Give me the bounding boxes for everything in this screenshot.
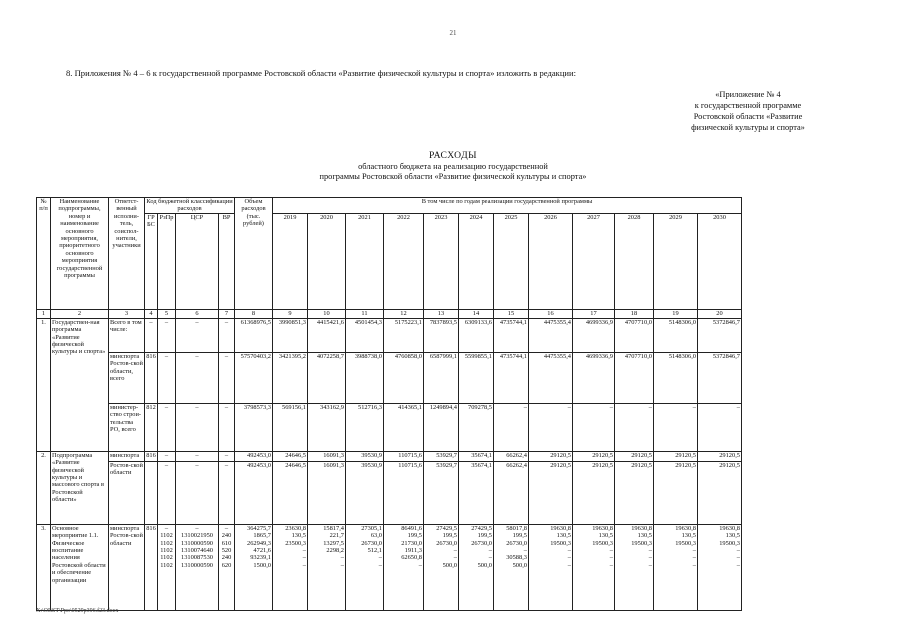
- row-year-value: 4735744,1: [494, 352, 529, 403]
- row-year-value-line: 26730,0: [361, 539, 382, 547]
- row-year-value: 4475355,4: [529, 318, 573, 352]
- row-year-value: [529, 524, 573, 610]
- row-year-value: –: [654, 403, 698, 451]
- row-year-value: [494, 524, 529, 610]
- row-vr-line: 620: [221, 561, 232, 569]
- file-path-footer: X:\ORST\Ppo\0529p396.f23.docx: [36, 608, 119, 614]
- row-name: Подпрограмма «Развитие физической культуры и массового спорта в Ростовской области»: [51, 451, 109, 524]
- column-index: 1: [37, 309, 51, 318]
- row-year-value: 3990851,3: [273, 318, 308, 352]
- row-year-value-line: –: [692, 554, 696, 562]
- title-line-3: программы Ростовской области «Развитие физической культуры и спорта»: [319, 172, 587, 181]
- row-csr-line: 1310021950: [181, 532, 213, 540]
- row-year-value-line: –: [567, 554, 571, 562]
- row-year-value: 66262,4: [494, 451, 529, 461]
- column-index: 9: [273, 309, 308, 318]
- row-csr-line: 1310000590: [181, 539, 213, 547]
- row-year-value-line: –: [609, 546, 613, 554]
- row-year-value-line: –: [453, 546, 457, 554]
- row-year-value: 4415421,6: [308, 318, 346, 352]
- header-by-years: В том числе по годам реализации государственной программы: [273, 198, 742, 214]
- header-volume: Объем расходов (тыс. рублей): [235, 198, 273, 310]
- row-year-value-line: –: [609, 554, 613, 562]
- row-year-value-line: 58017,8: [506, 524, 527, 532]
- row-year-value-line: 23630,8: [285, 524, 306, 532]
- row-year-value: 24646,5: [273, 461, 308, 524]
- header-name: Наименование подпрограммы, номер и наименование основного мероприятия, приоритетного основного мероприятия государственной программы: [51, 198, 109, 310]
- column-index: 13: [424, 309, 459, 318]
- row-year-value-line: –: [648, 561, 652, 569]
- row-total-line: 93239,1: [250, 554, 271, 562]
- row-csr: –: [176, 451, 219, 461]
- row-year-value-line: –: [488, 546, 492, 554]
- header-budget-code: Код бюджетной классификации расходов: [146, 198, 233, 213]
- row-year-value-line: 130,5: [637, 532, 652, 540]
- title-main: РАСХОДЫ: [428, 150, 477, 161]
- row-year-value-line: 15817,4: [323, 524, 344, 532]
- row-year-value: 35674,1: [459, 461, 494, 524]
- row-year-value-line: 199,5: [407, 532, 422, 540]
- row-csr: –: [176, 403, 219, 451]
- row-csr: [176, 524, 219, 610]
- row-year-value: 4760858,0: [384, 352, 424, 403]
- row-year-value: –: [615, 403, 654, 451]
- row-year-value-line: 199,5: [442, 532, 457, 540]
- row-year-value: 5148306,0: [654, 352, 698, 403]
- row-total: 492453,0: [235, 451, 273, 461]
- column-index: 3: [109, 309, 145, 318]
- row-year-value-line: 500,0: [442, 561, 457, 569]
- row-year-value: 53929,7: [424, 461, 459, 524]
- row-year-value: [346, 524, 384, 610]
- row-year-value: 29120,5: [573, 461, 615, 524]
- row-year-value-line: –: [736, 546, 740, 554]
- appendix-heading: [648, 89, 848, 133]
- row-rzpr-line: 1102: [160, 554, 173, 562]
- page-number: 21: [449, 29, 457, 37]
- row-year-value-line: 221,7: [329, 532, 344, 540]
- row-year-value: 512716,3: [346, 403, 384, 451]
- row-year-value: 569156,1: [273, 403, 308, 451]
- row-year-value-line: 19500,3: [592, 539, 613, 547]
- column-index: 5: [158, 309, 176, 318]
- row-year-value: 39530,9: [346, 461, 384, 524]
- column-index: 8: [235, 309, 273, 318]
- row-year-value-line: 27429,5: [436, 524, 457, 532]
- header-year: 2029: [654, 213, 698, 309]
- row-year-value: [615, 524, 654, 610]
- row-executor: министер-ство строи-тельства РО, всего: [109, 403, 145, 451]
- row-year-value: 16091,3: [308, 451, 346, 461]
- row-year-value: 4072258,7: [308, 352, 346, 403]
- row-rzpr: –: [158, 451, 176, 461]
- row-year-value: 5148306,0: [654, 318, 698, 352]
- row-executor: минспорта Ростов-ской области, всего: [109, 352, 145, 403]
- row-year-value: 29120,5: [529, 451, 573, 461]
- column-index: 6: [176, 309, 219, 318]
- row-executor: минспорта: [109, 451, 145, 461]
- row-year-value-line: –: [648, 554, 652, 562]
- row-rzpr: –: [158, 352, 176, 403]
- row-grbs: 816: [145, 524, 158, 610]
- row-year-value-line: –: [302, 546, 306, 554]
- row-year-value-line: 19500,3: [631, 539, 652, 547]
- appendix-line-3: Ростовской области «Развитие: [693, 112, 803, 121]
- row-grbs: 816: [145, 352, 158, 403]
- row-year-value-line: 130,5: [725, 532, 740, 540]
- row-vr: –: [219, 318, 235, 352]
- column-index: 12: [384, 309, 424, 318]
- row-vr: –: [219, 352, 235, 403]
- row-executor: Ростов-ской области: [109, 461, 145, 524]
- row-rzpr-line: 1102: [160, 546, 173, 554]
- row-year-value: 29120,5: [615, 461, 654, 524]
- header-vr: ВР: [219, 213, 235, 309]
- row-year-value: [654, 524, 698, 610]
- row-year-value: 5599855,1: [459, 352, 494, 403]
- row-total-line: 4721,6: [253, 546, 271, 554]
- row-csr-line: 1310000590: [181, 561, 213, 569]
- column-index: 20: [698, 309, 742, 318]
- row-year-value: 1249894,4: [424, 403, 459, 451]
- row-rzpr-line: –: [164, 524, 169, 532]
- row-year-value: 4735744,1: [494, 318, 529, 352]
- row-year-value: 29120,5: [698, 451, 742, 461]
- row-year-value: –: [698, 403, 742, 451]
- row-year-value-line: 23500,3: [285, 539, 306, 547]
- row-year-value: 29120,5: [615, 451, 654, 461]
- row-total: 57570403,2: [235, 352, 273, 403]
- row-year-value: 709278,5: [459, 403, 494, 451]
- row-year-value: [573, 524, 615, 610]
- row-year-value: 53929,7: [424, 451, 459, 461]
- row-year-value-line: –: [340, 561, 344, 569]
- appendix-line-2: к государственной программе: [694, 101, 802, 110]
- row-grbs: –: [145, 318, 158, 352]
- row-year-value-line: 130,5: [681, 532, 696, 540]
- row-year-value-line: –: [488, 554, 492, 562]
- header-year: 2030: [698, 213, 742, 309]
- row-year-value: 3988738,0: [346, 352, 384, 403]
- row-year-value-line: 19500,3: [550, 539, 571, 547]
- row-year-value: 5372846,7: [698, 318, 742, 352]
- header-grbs: ГР БС: [145, 213, 158, 309]
- row-year-value: [424, 524, 459, 610]
- row-year-value-line: 2298,2: [326, 546, 344, 554]
- table-row: [37, 451, 742, 461]
- row-year-value-line: –: [648, 546, 652, 554]
- row-csr: –: [176, 318, 219, 352]
- row-rzpr-line: 1102: [160, 539, 173, 547]
- row-grbs: [145, 461, 158, 524]
- row-year-value-line: 26730,0: [436, 539, 457, 547]
- table-row: [37, 403, 742, 451]
- intro-paragraph: 8. Приложения № 4 – 6 к государственной программе Ростовской области «Развитие физической культуры и спорта» изложить в редакции:: [66, 68, 576, 78]
- row-year-value: 29120,5: [654, 451, 698, 461]
- row-rzpr: –: [158, 461, 176, 524]
- row-vr: [219, 524, 235, 610]
- row-year-value-line: –: [378, 561, 382, 569]
- row-year-value-line: –: [302, 554, 306, 562]
- row-year-value: [698, 524, 742, 610]
- header-no: № п/п: [37, 198, 51, 310]
- row-rzpr: [158, 524, 176, 610]
- row-year-value: 16091,3: [308, 461, 346, 524]
- row-year-value: 39530,9: [346, 451, 384, 461]
- row-total-line: 1500,0: [253, 561, 271, 569]
- row-year-value: –: [573, 403, 615, 451]
- row-year-value-line: –: [692, 546, 696, 554]
- table-row: [37, 461, 742, 524]
- row-year-value-line: 199,5: [512, 532, 527, 540]
- title-line-2: областного бюджета на реализацию государственной: [358, 161, 548, 171]
- row-total-line: 364275,7: [247, 524, 271, 532]
- row-year-value-line: –: [378, 554, 382, 562]
- row-year-value: –: [529, 403, 573, 451]
- row-year-value-line: 500,0: [477, 561, 492, 569]
- header-rzpr: РзПр: [158, 213, 176, 309]
- row-year-value: 5175223,1: [384, 318, 424, 352]
- row-year-value: 29120,5: [573, 451, 615, 461]
- row-year-value-line: 63,0: [370, 532, 382, 540]
- row-total: [235, 524, 273, 610]
- header-year: 2028: [615, 213, 654, 309]
- row-rzpr: –: [158, 318, 176, 352]
- row-year-value-line: 19630,8: [592, 524, 613, 532]
- header-year: 2019: [273, 213, 308, 309]
- row-year-value-line: 30588,3: [506, 554, 527, 562]
- row-year-value-line: 62650,8: [401, 554, 422, 562]
- row-year-value: [459, 524, 494, 610]
- row-csr-line: –: [195, 524, 199, 532]
- row-year-value-line: 130,5: [291, 532, 306, 540]
- row-year-value: 35674,1: [459, 451, 494, 461]
- header-year: 2025: [494, 213, 529, 309]
- header-csr: ЦСР: [176, 213, 219, 309]
- row-year-value-line: 19500,3: [675, 539, 696, 547]
- row-year-value: [308, 524, 346, 610]
- row-year-value: 4707710,0: [615, 352, 654, 403]
- row-csr-line: 1310074640: [181, 546, 213, 554]
- column-index: 15: [494, 309, 529, 318]
- row-year-value-line: 512,1: [367, 546, 382, 554]
- header-year: 2027: [573, 213, 615, 309]
- row-vr: –: [219, 403, 235, 451]
- column-index: 4: [145, 309, 158, 318]
- row-number: 1.: [37, 318, 51, 451]
- row-total: 492453,0: [235, 461, 273, 524]
- row-vr-line: 520: [221, 546, 232, 554]
- header-year: 2026: [529, 213, 573, 309]
- row-year-value-line: 130,5: [556, 532, 571, 540]
- row-executor: минспорта Ростов-ской области: [109, 524, 145, 610]
- row-year-value-line: 19630,8: [631, 524, 652, 532]
- row-year-value: 4699336,9: [573, 352, 615, 403]
- row-year-value: 3421395,2: [273, 352, 308, 403]
- row-year-value: 29120,5: [698, 461, 742, 524]
- row-csr: –: [176, 352, 219, 403]
- row-year-value: 4699336,9: [573, 318, 615, 352]
- table-row: [37, 524, 742, 610]
- row-year-value-line: 26730,0: [506, 539, 527, 547]
- row-csr-line: 1310087530: [181, 554, 213, 562]
- header-year: 2024: [459, 213, 494, 309]
- row-year-value: 24646,5: [273, 451, 308, 461]
- row-year-value: 6309133,6: [459, 318, 494, 352]
- row-executor: Всего в том числе:: [109, 318, 145, 352]
- row-csr: –: [176, 461, 219, 524]
- row-year-value-line: 27305,1: [361, 524, 382, 532]
- row-year-value: 110715,6: [384, 461, 424, 524]
- row-number: 3.: [37, 524, 51, 610]
- row-year-value: 343162,9: [308, 403, 346, 451]
- row-rzpr-line: 1102: [160, 561, 173, 569]
- document-title: [0, 151, 906, 183]
- appendix-line-4: физической культуры и спорта»: [691, 123, 805, 132]
- row-vr: –: [219, 451, 235, 461]
- row-year-value: 4501454,3: [346, 318, 384, 352]
- row-name: Основное мероприятие 1.1. Физическое воспитание населения Ростовской области и обеспечение организации: [51, 524, 109, 610]
- row-vr-line: 610: [221, 539, 232, 547]
- row-vr-line: –: [224, 524, 229, 532]
- row-year-value-line: –: [340, 554, 344, 562]
- column-index: 14: [459, 309, 494, 318]
- row-year-value-line: –: [302, 561, 306, 569]
- appendix-line-1: «Приложение № 4: [715, 90, 781, 99]
- row-year-value-line: –: [692, 561, 696, 569]
- row-year-value-line: 199,5: [477, 532, 492, 540]
- row-year-value: –: [494, 403, 529, 451]
- header-executor: Ответст-венный исполни-тель, соиспол-нители, участники: [109, 198, 145, 310]
- table-row: [37, 352, 742, 403]
- expenses-table: [36, 197, 742, 611]
- row-year-value: 4707710,0: [615, 318, 654, 352]
- row-rzpr: –: [158, 403, 176, 451]
- table-row: [37, 318, 742, 352]
- column-index: 10: [308, 309, 346, 318]
- column-index: 19: [654, 309, 698, 318]
- row-year-value: [273, 524, 308, 610]
- row-year-value: 110715,6: [384, 451, 424, 461]
- row-year-value-line: 130,5: [598, 532, 613, 540]
- row-year-value-line: –: [736, 554, 740, 562]
- row-year-value: [384, 524, 424, 610]
- row-year-value: 66262,4: [494, 461, 529, 524]
- row-year-value-line: –: [567, 561, 571, 569]
- column-index: 7: [219, 309, 235, 318]
- row-year-value-line: 19500,3: [719, 539, 740, 547]
- row-year-value: 5372846,7: [698, 352, 742, 403]
- row-year-value-line: –: [609, 561, 613, 569]
- row-total: 3798573,3: [235, 403, 273, 451]
- column-index: 18: [615, 309, 654, 318]
- row-vr-line: 240: [221, 554, 232, 562]
- header-year: 2023: [424, 213, 459, 309]
- row-number: 2.: [37, 451, 51, 524]
- row-year-value: 4475355,4: [529, 352, 573, 403]
- row-year-value: 414365,1: [384, 403, 424, 451]
- row-total-line: 262949,3: [247, 539, 271, 547]
- row-year-value-line: 27429,5: [471, 524, 492, 532]
- row-year-value-line: –: [736, 561, 740, 569]
- column-index: 2: [51, 309, 109, 318]
- column-index: 11: [346, 309, 384, 318]
- row-name: Государствен-ная программа «Развитие физической культуры и спорта»: [51, 318, 109, 451]
- row-year-value-line: 500,0: [512, 561, 527, 569]
- row-year-value-line: 19630,8: [550, 524, 571, 532]
- row-total: 61368976,5: [235, 318, 273, 352]
- row-year-value-line: 26730,0: [471, 539, 492, 547]
- row-year-value-line: –: [453, 554, 457, 562]
- header-year: 2021: [346, 213, 384, 309]
- row-year-value: 29120,5: [529, 461, 573, 524]
- row-year-value-line: 19630,8: [675, 524, 696, 532]
- row-year-value-line: –: [567, 546, 571, 554]
- row-vr-line: 240: [221, 532, 232, 540]
- row-vr: –: [219, 461, 235, 524]
- row-grbs: 816: [145, 451, 158, 461]
- column-index: 16: [529, 309, 573, 318]
- header-year: 2020: [308, 213, 346, 309]
- row-grbs: 812: [145, 403, 158, 451]
- row-year-value: 7837893,5: [424, 318, 459, 352]
- row-year-value-line: 13297,5: [323, 539, 344, 547]
- row-rzpr-line: 1102: [160, 532, 173, 540]
- column-index: 17: [573, 309, 615, 318]
- row-year-value-line: 86491,6: [401, 524, 422, 532]
- row-year-value-line: 21730,0: [401, 539, 422, 547]
- row-year-value-line: 19630,8: [719, 524, 740, 532]
- row-year-value-line: 1911,3: [404, 546, 422, 554]
- row-total-line: 1865,7: [253, 532, 271, 540]
- row-year-value: 6587999,1: [424, 352, 459, 403]
- row-year-value-line: –: [418, 561, 422, 569]
- row-year-value: 29120,5: [654, 461, 698, 524]
- row-year-value-line: –: [523, 546, 527, 554]
- header-year: 2022: [384, 213, 424, 309]
